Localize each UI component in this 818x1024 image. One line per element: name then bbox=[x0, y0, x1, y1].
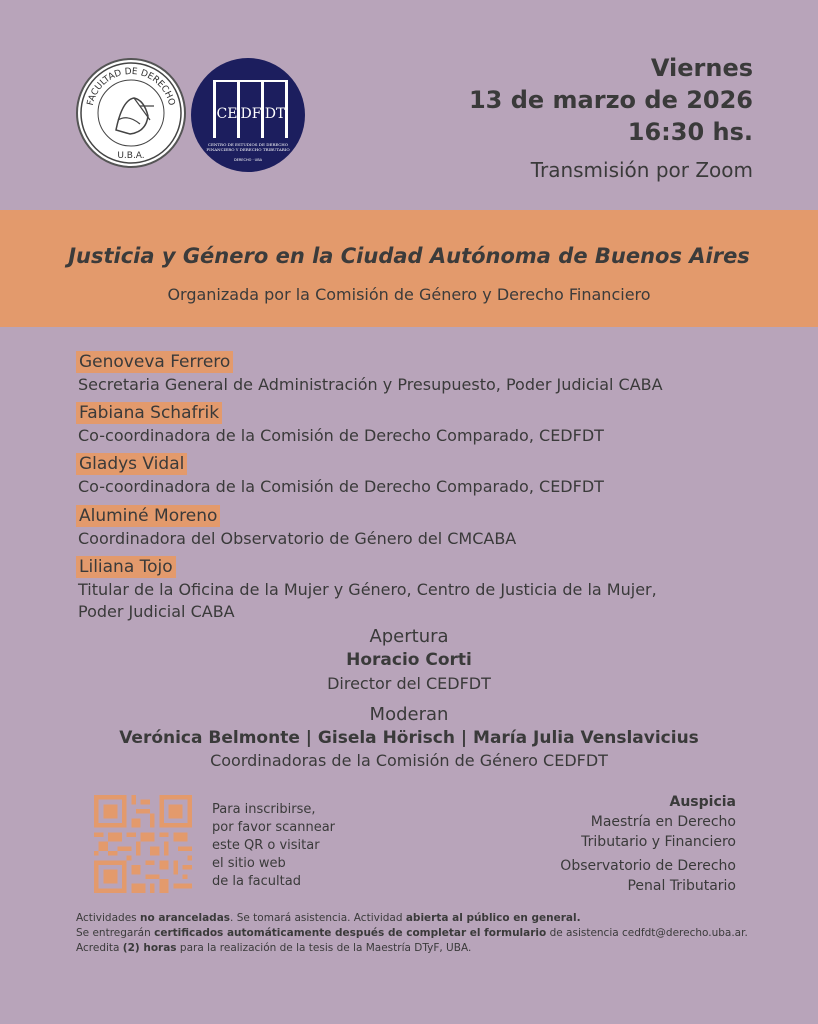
cedfdt-caption: CENTRO DE ESTUDIOS DE DERECHO FINANCIERO Y DERECHO TRIBUTARIO bbox=[206, 142, 290, 152]
sponsor-line: Maestría en Derecho bbox=[590, 814, 736, 830]
moderan-role: Coordinadoras de la Comisión de Género CEDFDT bbox=[210, 751, 608, 770]
sponsor-line: Observatorio de Derecho bbox=[560, 858, 736, 874]
cedfdt-letters bbox=[213, 80, 288, 138]
event-day: Viernes bbox=[650, 54, 753, 82]
speaker-name: Gladys Vidal bbox=[76, 453, 187, 475]
speaker-name: Fabiana Schafrik bbox=[76, 402, 222, 424]
speaker-role: Secretaria General de Administración y Presupuesto, Poder Judicial CABA bbox=[78, 375, 663, 394]
speaker-role: Coordinadora del Observatorio de Género del CMCABA bbox=[78, 529, 517, 548]
speaker-name: Liliana Tojo bbox=[76, 556, 176, 578]
event-date: 13 de marzo de 2026 bbox=[468, 86, 753, 114]
footer-text: . Se tomará asistencia. Actividad bbox=[230, 912, 406, 924]
speaker-role: Co-coordinadora de la Comisión de Derecho Comparado, CEDFDT bbox=[78, 426, 604, 445]
cedfdt-letter-dt: DT bbox=[264, 106, 286, 122]
event-organizer: Organizada por la Comisión de Género y Derecho Financiero bbox=[167, 285, 651, 304]
footer-line-2 bbox=[76, 926, 748, 941]
cedfdt-logo bbox=[191, 58, 305, 172]
footer-bold: no aranceladas bbox=[139, 912, 231, 924]
cedfdt-letter-df: DF bbox=[240, 106, 262, 122]
footer-bold: (2) horas bbox=[122, 942, 177, 954]
auspicia-label: Auspicia bbox=[669, 794, 736, 810]
uba-ring-text: FACULTAD DE DERECHO bbox=[85, 66, 177, 107]
event-time: 16:30 hs. bbox=[627, 118, 753, 146]
uba-bottom-text: U.B.A. bbox=[117, 151, 145, 161]
sponsor-line: Tributario y Financiero bbox=[581, 834, 736, 850]
moderan-names: Verónica Belmonte | Gisela Hörisch | María Julia Venslavicius bbox=[119, 728, 699, 748]
event-mode: Transmisión por Zoom bbox=[530, 158, 753, 182]
svg-text:FACULTAD DE DERECHO bbox=[86, 67, 176, 107]
speaker-role: Co-coordinadora de la Comisión de Derecho Comparado, CEDFDT bbox=[78, 477, 604, 496]
registration-qr-code[interactable] bbox=[94, 795, 192, 893]
footer-email[interactable]: de asistencia cedfdt@derecho.uba.ar. bbox=[546, 927, 748, 939]
apertura-name: Horacio Corti bbox=[346, 650, 472, 670]
cedfdt-small: DERECHO · UBA bbox=[233, 158, 263, 162]
registration-instructions: Para inscribirse, por favor scannear este QR o visitar el sitio web de la facultad bbox=[212, 802, 336, 889]
uba-law-faculty-logo bbox=[76, 58, 186, 168]
speaker-name: Aluminé Moreno bbox=[76, 505, 220, 527]
footer-text: Acredita bbox=[76, 942, 123, 954]
apertura-role: Director del CEDFDT bbox=[327, 674, 491, 693]
sponsor-line: Penal Tributario bbox=[627, 878, 736, 894]
footer-text: Actividades bbox=[76, 912, 140, 924]
apertura-label: Apertura bbox=[369, 626, 449, 647]
event-title: Justicia y Género en la Ciudad Autónoma de Buenos Aires bbox=[68, 244, 750, 268]
cedfdt-letter-ce: CE bbox=[216, 106, 238, 122]
uba-seal-icon bbox=[78, 60, 184, 166]
qr-code-icon bbox=[94, 795, 192, 893]
footer-text: para la realización de la tesis de la Maestría DTyF, UBA. bbox=[176, 942, 472, 954]
footer-line-3 bbox=[76, 941, 471, 956]
footer-text: Se entregarán bbox=[76, 927, 155, 939]
footer-bold: certificados automáticamente después de completar el formulario bbox=[154, 927, 547, 939]
title-banner bbox=[0, 210, 818, 327]
speaker-role-continued: Poder Judicial CABA bbox=[78, 602, 235, 621]
moderan-label: Moderan bbox=[369, 704, 449, 725]
speaker-role: Titular de la Oficina de la Mujer y Género, Centro de Justicia de la Mujer, bbox=[78, 580, 657, 599]
speaker-name: Genoveva Ferrero bbox=[76, 351, 233, 373]
footer-bold: abierta al público en general. bbox=[405, 912, 581, 924]
footer-line-1 bbox=[76, 911, 581, 926]
